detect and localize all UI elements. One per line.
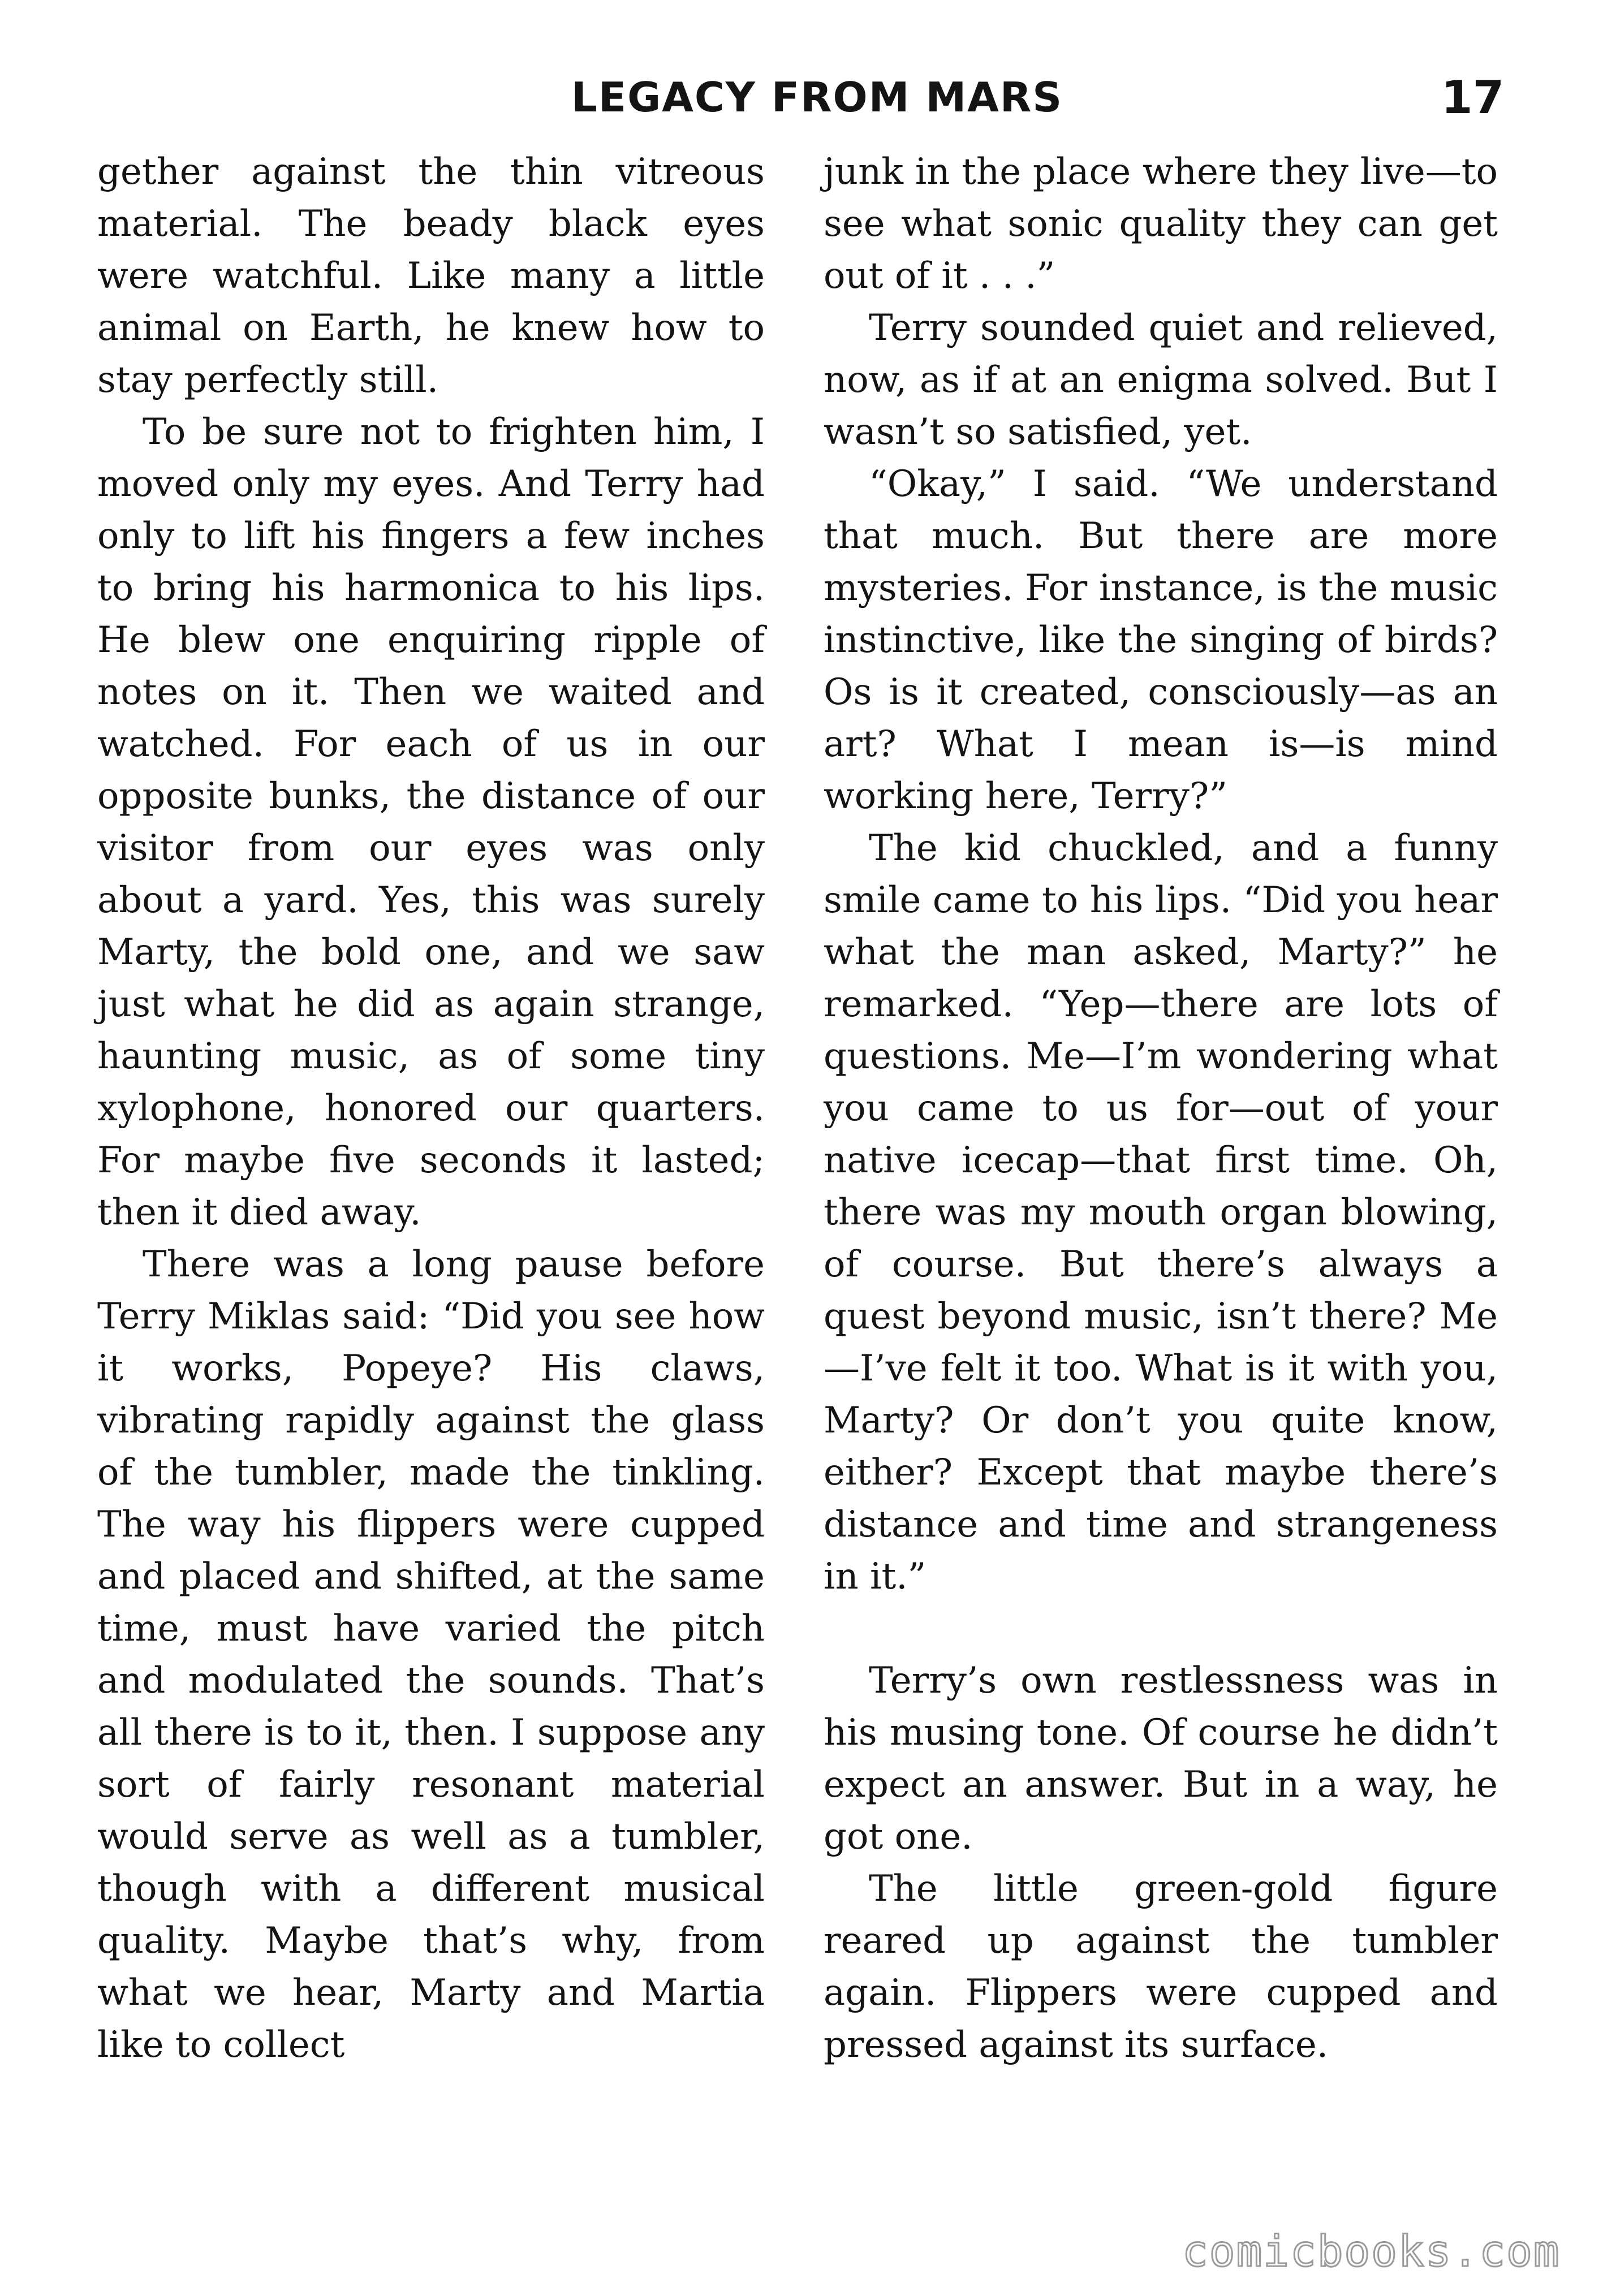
- paragraph: Terry sounded quiet and relieved, now, as if at an enigma solved. But I wasn’t so satisfied, yet.: [824, 307, 1498, 453]
- paragraph: The little green-gold figure reared up against the tumbler again. Flippers were cupped and pressed against its surface.: [824, 1868, 1498, 2066]
- paragraph: Terry’s own restlessness was in his musing tone. Of course he didn’t expect an answer. But in a way, he got one.: [824, 1660, 1498, 1858]
- page-number: 17: [1441, 71, 1505, 124]
- paragraph: To be sure not to frighten him, I moved only my eyes. And Terry had only to lift his fingers a few inches to bring his harmonica to his lips. He blew one enquiring ripple of notes on it. Then we waited and watched. For each of us in our opposite bunks, the distance of our visitor from our eyes was only about a yard. Yes, this was surely Marty, the bold one, and we saw just what he did as again strange, haunting music, as of some tiny xylophone, honored our quarters. For maybe five seconds it lasted; then it died away.: [97, 411, 765, 1233]
- paragraph: junk in the place where they live—to see what sonic quality they can get out of it . . .”: [824, 151, 1498, 297]
- watermark: comicbooks.com: [1182, 2226, 1561, 2276]
- paragraph: “Okay,” I said. “We understand that much. But there are more mysteries. For instance, is the music instinctive, like the singing of birds? Os is it created, consciously—as an art? What I mean is—is mind working here, Terry?”: [824, 463, 1498, 817]
- paragraph: The kid chuckled, and a funny smile came to his lips. “Did you hear what the man asked, Marty?” he remarked. “Yep—there are lots of questions. Me—I’m wondering what you came to us for—out of your native icecap—that first time. Oh, there was my mouth organ blowing, of course. But there’s always a quest beyond music, isn’t there? Me—I’ve felt it too. What is it with you, Marty? Or don’t you quite know, either? Except that maybe there’s distance and time and strangeness in it.”: [824, 827, 1498, 1598]
- paragraph: There was a long pause before Terry Miklas said: “Did you see how it works, Popeye? His claws, vibrating rapidly against the glass of the tumbler, made the tinkling. The way his flippers were cupped and placed and shifted, at the same time, must have varied the pitch and modulated the sounds. That’s all there is to it, then. I suppose any sort of fairly resonant material would serve as well as a tumbler, though with a different musical quality. Maybe that’s why, from what we hear, Marty and Martia like to collect: [97, 1244, 765, 2066]
- running-header: [0, 71, 1603, 136]
- left-column: [97, 146, 765, 2071]
- right-column: [824, 146, 1498, 2071]
- page-title: LEGACY FROM MARS: [571, 74, 1063, 121]
- paragraph: gether against the thin vitreous material. The beady black eyes were watchful. Like many a little animal on Earth, he knew how to stay perfectly still.: [97, 151, 765, 401]
